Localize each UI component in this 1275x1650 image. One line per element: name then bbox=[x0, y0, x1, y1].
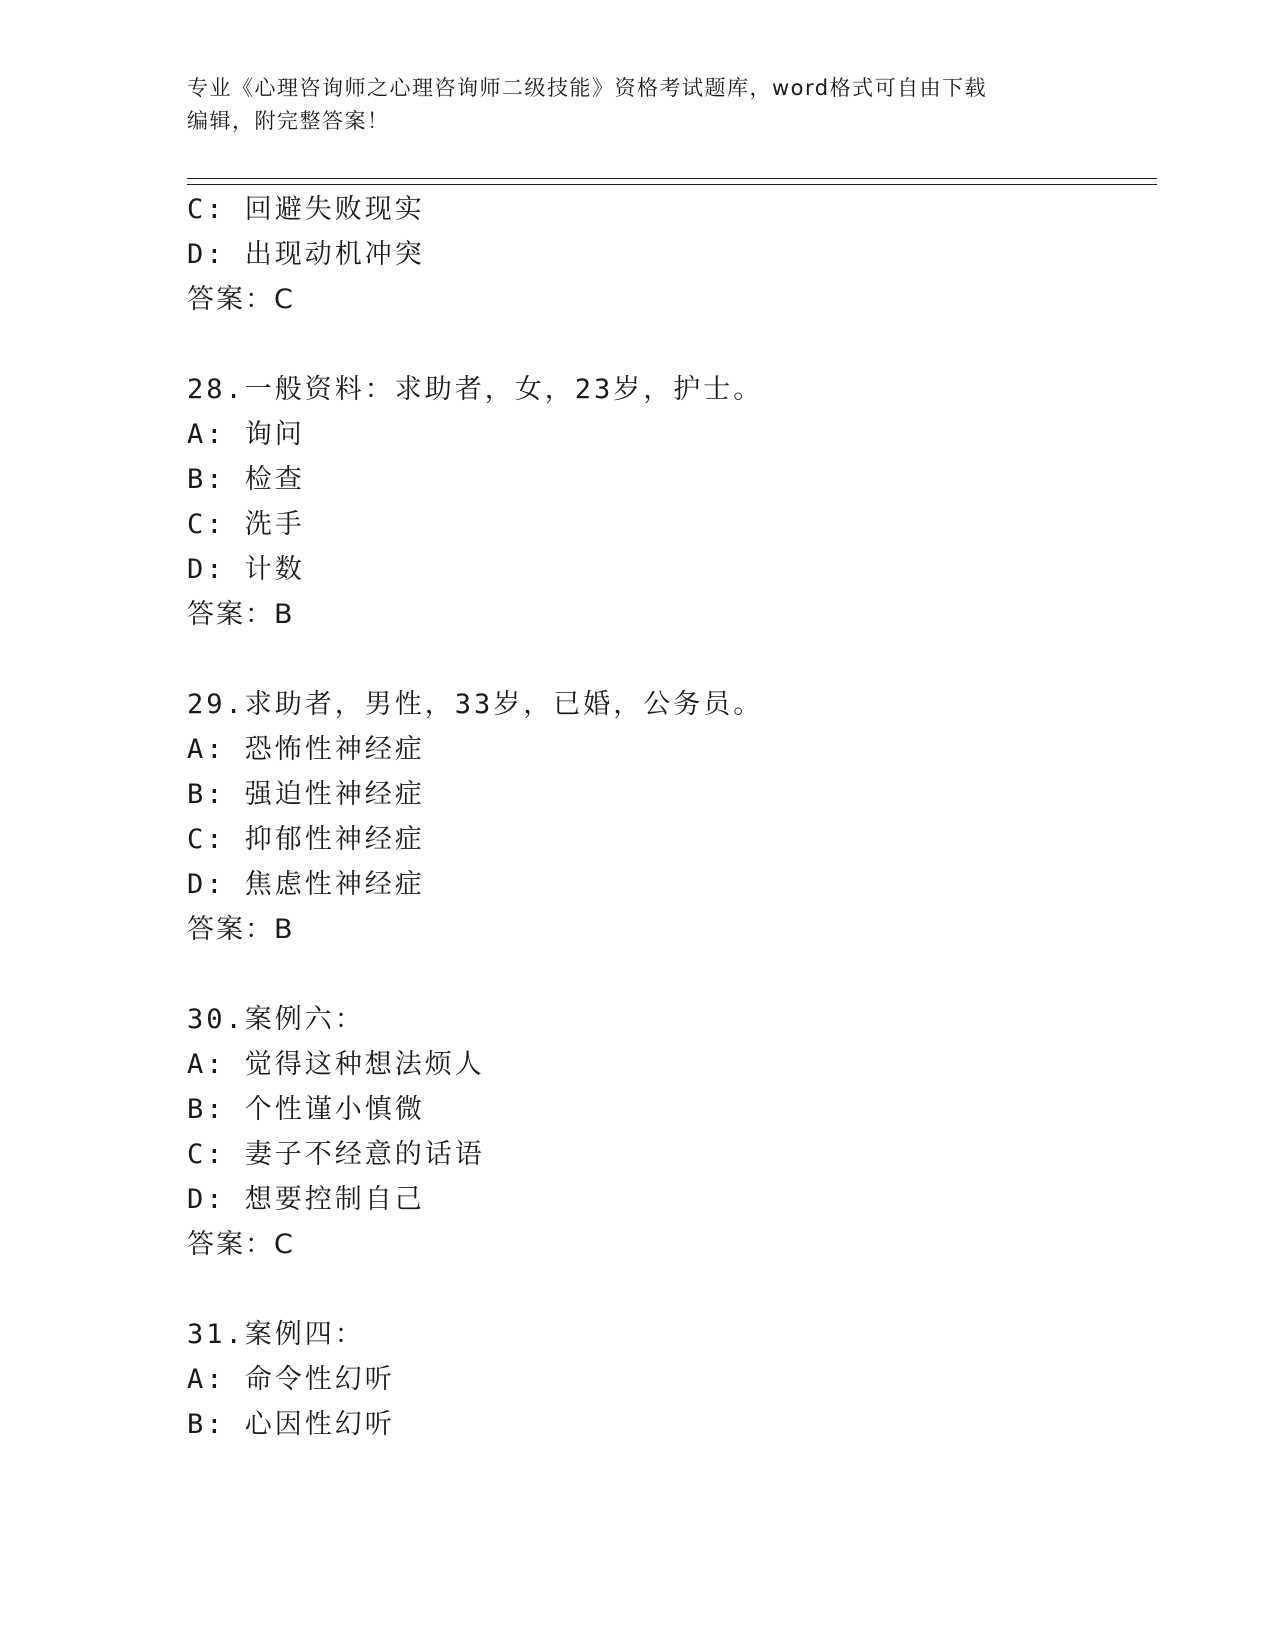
prev-option-c: C: 回避失败现实 bbox=[187, 194, 425, 225]
q31-option-a: A: 命令性幻听 bbox=[187, 1364, 395, 1395]
q30-option-b: B: 个性谨小慎微 bbox=[187, 1094, 425, 1125]
q30-option-a: A: 觉得这种想法烦人 bbox=[187, 1049, 485, 1080]
q29-option-d: D: 焦虑性神经症 bbox=[187, 869, 425, 900]
q29-option-a: A: 恐怖性神经症 bbox=[187, 734, 425, 765]
prev-answer: 答案：C bbox=[187, 284, 295, 315]
q29-stem: 29.求助者，男性，33岁，已婚，公务员。 bbox=[187, 689, 764, 720]
header-line-2: 编辑，附完整答案！ bbox=[187, 109, 390, 133]
q28-option-a: A: 询问 bbox=[187, 419, 305, 450]
q28-stem: 28.一般资料：求助者，女，23岁，护士。 bbox=[187, 374, 764, 405]
q28-answer: 答案：B bbox=[187, 599, 295, 630]
header-line-1: 专业《心理咨询师之心理咨询师二级技能》资格考试题库，word格式可自由下载 bbox=[187, 76, 988, 100]
prev-option-d: D: 出现动机冲突 bbox=[187, 239, 425, 270]
q31-option-b: B: 心因性幻听 bbox=[187, 1409, 395, 1440]
q30-option-c: C: 妻子不经意的话语 bbox=[187, 1139, 485, 1170]
header-divider-bottom bbox=[187, 184, 1157, 185]
document-header bbox=[187, 72, 1077, 138]
q28-option-d: D: 计数 bbox=[187, 554, 305, 585]
q31-stem: 31.案例四： bbox=[187, 1319, 365, 1350]
q29-option-c: C: 抑郁性神经症 bbox=[187, 824, 425, 855]
q30-option-d: D: 想要控制自己 bbox=[187, 1184, 425, 1215]
header-divider-top bbox=[187, 178, 1157, 179]
q28-option-c: C: 洗手 bbox=[187, 509, 305, 540]
q29-option-b: B: 强迫性神经症 bbox=[187, 779, 425, 810]
q29-answer: 答案：B bbox=[187, 914, 295, 945]
q30-answer: 答案：C bbox=[187, 1229, 295, 1260]
q28-option-b: B: 检查 bbox=[187, 464, 305, 495]
q30-stem: 30.案例六： bbox=[187, 1004, 365, 1035]
